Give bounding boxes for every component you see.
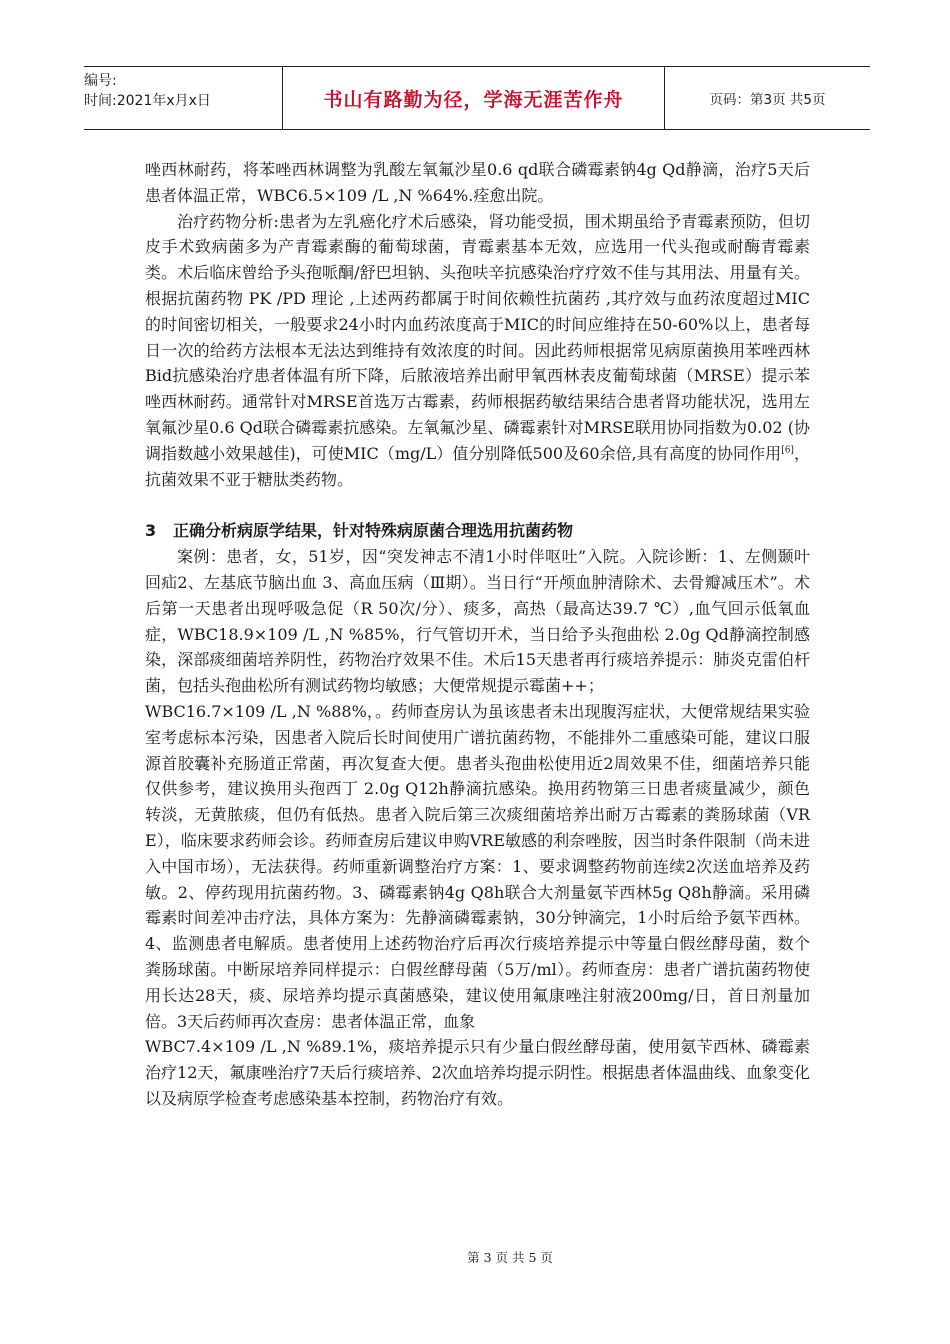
document-body: [145, 157, 810, 1112]
drug-analysis-text: 治疗药物分析:患者为左乳癌化疗术后感染，肾功能受损，围术期虽给予青霉素预防，但切皮手术致病菌多为产青霉素酶的葡萄球菌，青霉素基本无效，应选用一代头孢或耐酶青霉素类。术后临床曾给予头孢哌酮/舒巴坦钠、头孢呋辛抗感染治疗疗效不佳与其用法、用量有关。根据抗菌药物 PK /PD 理论 ,上述两药都属于时间依赖性抗菌药 ,其疗效与血药浓度超过MIC的时间密切相关，一般要求24小时内血药浓度高于MIC的时间应维持在50-60%以上，患者每日一次的给药方法根本无法达到维持有效浓度的时间。因此药师根据常见病原菌换用苯唑西林 Bid抗感染治疗患者体温有所下降，后脓液培养出耐甲氧西林表皮葡萄球菌（MRSE）提示苯唑西林耐药。通常针对MRSE首选万古霉素，药师根据药敏结果结合患者肾功能状况，选用左氧氟沙星0.6 Qd联合磷霉素抗感染。左氧氟沙星、磷霉素针对MRSE联用协同指数为0.02 (协调指数越小效果越佳)，可使MIC（mg/L）值分别降低500及60余倍,具有高度的协同作用: [145, 211, 810, 463]
section-heading: [145, 518, 810, 544]
document-number-label: 编号:: [84, 73, 117, 89]
paragraph-drug-analysis: [145, 209, 810, 493]
paragraph-continuation: 唑西林耐药，将苯唑西林调整为乳酸左氧氟沙星0.6 qd联合磷霉素钠4g Qd静滴，治疗5天后患者体温正常，WBC6.5×109 /L ,N %64%.痊愈出院。: [145, 160, 810, 205]
paragraph-case-followup: WBC16.7×109 /L ,N %88%，。药师查房认为虽该患者未出现腹泻症状，大便常规结果实验室考虑标本污染，因患者入院后长时间使用广谱抗菌药物，不能排外二重感染可能，建议口服源首胶囊补充肠道正常菌，再次复查大便。患者头孢曲松使用近2周效果不佳，细菌培养只能仅供参考，建议换用头孢西丁 2.0g Q12h静滴抗感染。换用药物第三日患者痰量减少，颜色转淡，无黄脓痰，但仍有低热。患者入院后第三次痰细菌培养出耐万古霉素的粪肠球菌（VRE），临床要求药师会诊。药师查房后建议申购VRE敏感的利奈唑胺，因当时条件限制（尚未进入中国市场），无法获得。药师重新调整治疗方案：1、要求调整药物前连续2次送血培养及药敏。2、停药现用抗菌药物。3、磷霉素钠4g Q8h联合大剂量氨苄西林5g Q8h静滴。采用磷霉素时间差冲击疗法，具体方案为：先静滴磷霉素钠，30分钟滴完，1小时后给予氨苄西林。4、监测患者电解质。患者使用上述药物治疗后再次行痰培养提示中等量白假丝酵母菌，数个粪肠球菌。中断尿培养同样提示：白假丝酵母菌（5万/ml）。药师查房：患者广谱抗菌药物使用长达28天，痰、尿培养均提示真菌感染，建议使用氟康唑注射液200mg/日，首日剂量加倍。3天后药师再次查房：患者体温正常，血象: [145, 701, 810, 1031]
paragraph-case-intro: 案例：患者，女，51岁，因“突发神志不清1小时伴呕吐”入院。入院诊断：1、左侧颞叶回疝2、左基底节脑出血 3、高血压病（Ⅲ期）。当日行“开颅血肿清除术、去骨瓣减压术”。术后第一天患者出现呼吸急促（R 50次/分）、痰多，高热（最高达39.7 ℃）,血气回示低氧血症，WBC18.9×109 /L ,N %85%，行气管切开术，当日给予头孢曲松 2.0g Qd静滴控制感染，深部痰细菌培养阴性，药物治疗效果不佳。术后15天患者再行痰培养提示：肺炎克雷伯杆菌，包括头孢曲松所有测试药物均敏感；大便常规提示霉菌++；: [145, 547, 810, 696]
reference-marker: [6]: [781, 445, 794, 456]
header-meta: [84, 67, 282, 129]
document-date-label: 时间:2021年x月x日: [84, 93, 211, 109]
page-footer: 第 3 页 共 5 页: [467, 1250, 553, 1265]
header-page-info: 页码：第3页 共5页: [709, 92, 826, 108]
page-header: [84, 66, 870, 130]
section-title: 正确分析病原学结果，针对特殊病原菌合理选用抗菌药物: [173, 521, 574, 541]
paragraph-case-outcome: WBC7.4×109 /L ,N %89.1%，痰培养提示只有少量白假丝酵母菌，使用氨苄西林、磷霉素治疗12天，氟康唑治疗7天后行痰培养、2次血培养均提示阴性。根据患者体温曲线、血象变化以及病原学检查考虑感染基本控制，药物治疗有效。: [145, 1037, 810, 1108]
section-number: 3: [145, 521, 157, 541]
header-motto: 书山有路勤为径，学海无涯苦作舟: [282, 67, 665, 129]
drug-analysis-tail: ，抗菌效果不亚于糖肽类药物。: [145, 443, 810, 489]
